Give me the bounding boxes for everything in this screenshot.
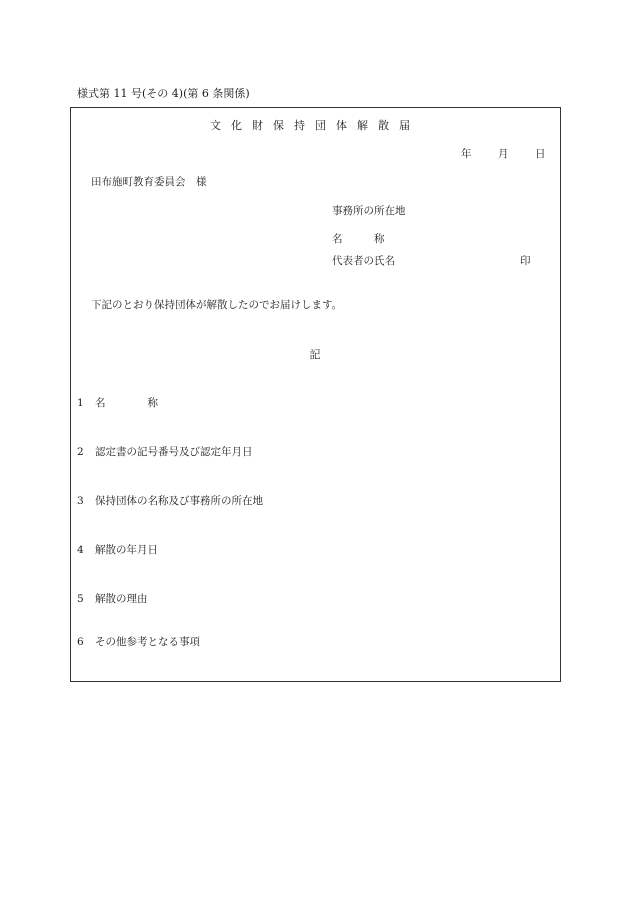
item-label: 解散の年月日 [95,544,158,556]
item-number: 1 [77,397,84,409]
item-number: 5 [77,593,84,605]
item-label: 名 称 [95,397,158,409]
seal-mark: 印 [520,255,531,267]
item-name [77,395,158,410]
ki-heading: 記 [309,348,321,361]
item-dissolution-reason [77,591,148,606]
notification-text: 下記のとおり保持団体が解散したのでお届けします。 [91,299,343,311]
item-other-references [77,634,200,649]
date-day: 日 [535,148,546,160]
representative-name-label: 代表者の氏名 [332,255,395,267]
item-label: 解散の理由 [95,593,148,605]
item-label: 保持団体の名称及び事務所の所在地 [95,495,263,507]
item-number: 3 [77,495,84,507]
date-month: 月 [498,148,509,160]
document-title: 文化財保持団体解散届 [210,119,420,132]
item-label: その他参考となる事項 [95,636,200,648]
date-year: 年 [461,148,472,160]
item-label: 認定書の記号番号及び認定年月日 [95,446,253,458]
item-group-name-address [77,493,263,508]
addressee: 田布施町教育委員会 様 [91,176,207,188]
item-number: 2 [77,446,84,458]
item-number: 6 [77,636,84,648]
item-number: 4 [77,544,84,556]
organization-name-label: 名 称 [332,233,385,245]
form-number: 様式第 11 号(その 4)(第 6 条関係) [77,87,250,100]
item-dissolution-date [77,542,158,557]
item-certificate-number [77,444,253,459]
office-address-label: 事務所の所在地 [332,205,406,217]
